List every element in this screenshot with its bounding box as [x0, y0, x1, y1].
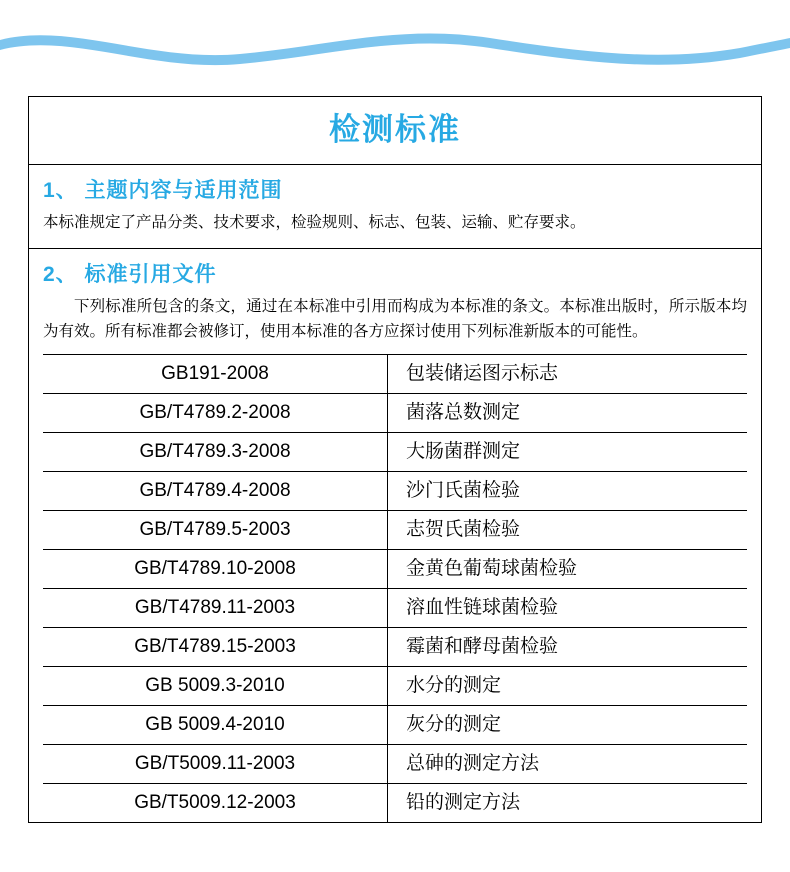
standards-table-body	[43, 355, 747, 823]
table-row	[43, 667, 747, 706]
section-references	[29, 249, 761, 823]
title-row	[29, 97, 761, 165]
standard-code: GB/T4789.4-2008	[43, 472, 388, 511]
standard-name: 沙门氏菌检验	[388, 472, 748, 511]
standard-code: GB 5009.4-2010	[43, 706, 388, 745]
table-row	[43, 511, 747, 550]
standard-name: 霉菌和酵母菌检验	[388, 628, 748, 667]
table-row	[43, 472, 747, 511]
section-references-heading: 2、 标准引用文件	[43, 262, 217, 286]
standard-name: 总砷的测定方法	[388, 745, 748, 784]
standard-code: GB191-2008	[43, 355, 388, 394]
standard-code: GB/T4789.5-2003	[43, 511, 388, 550]
standard-name: 菌落总数测定	[388, 394, 748, 433]
table-row	[43, 550, 747, 589]
standard-code: GB 5009.3-2010	[43, 667, 388, 706]
page-title: 检测标准	[329, 112, 461, 147]
table-row	[43, 433, 747, 472]
standard-code: GB/T4789.3-2008	[43, 433, 388, 472]
standard-name: 溶血性链球菌检验	[388, 589, 748, 628]
section-scope	[29, 165, 761, 248]
standard-code: GB/T5009.12-2003	[43, 784, 388, 823]
table-row	[43, 745, 747, 784]
standard-code: GB/T4789.10-2008	[43, 550, 388, 589]
table-row	[43, 706, 747, 745]
standard-code: GB/T5009.11-2003	[43, 745, 388, 784]
standard-name: 金黄色葡萄球菌检验	[388, 550, 748, 589]
table-row	[43, 784, 747, 823]
section-references-body: 下列标准所包含的条文，通过在本标准中引用而构成为本标准的条文。本标准出版时，所示版本均为有效。所有标准都会被修订，使用本标准的各方应探讨使用下列标准新版本的可能性。	[43, 297, 747, 340]
section-scope-body: 本标准规定了产品分类、技术要求，检验规则、标志、包装、运输、贮存要求。	[43, 214, 586, 232]
table-row	[43, 628, 747, 667]
standard-code: GB/T4789.11-2003	[43, 589, 388, 628]
standard-name: 包装储运图示标志	[388, 355, 748, 394]
standards-table	[43, 354, 747, 822]
standard-code: GB/T4789.15-2003	[43, 628, 388, 667]
standard-name: 水分的测定	[388, 667, 748, 706]
table-row	[43, 589, 747, 628]
document-frame	[28, 96, 762, 823]
standard-name: 志贺氏菌检验	[388, 511, 748, 550]
section-scope-heading: 1、 主题内容与适用范围	[43, 179, 283, 203]
standard-name: 大肠菌群测定	[388, 433, 748, 472]
table-row	[43, 355, 747, 394]
standard-name: 灰分的测定	[388, 706, 748, 745]
table-row	[43, 394, 747, 433]
standard-name: 铅的测定方法	[388, 784, 748, 823]
decorative-wave-banner	[0, 0, 790, 72]
standard-code: GB/T4789.2-2008	[43, 394, 388, 433]
